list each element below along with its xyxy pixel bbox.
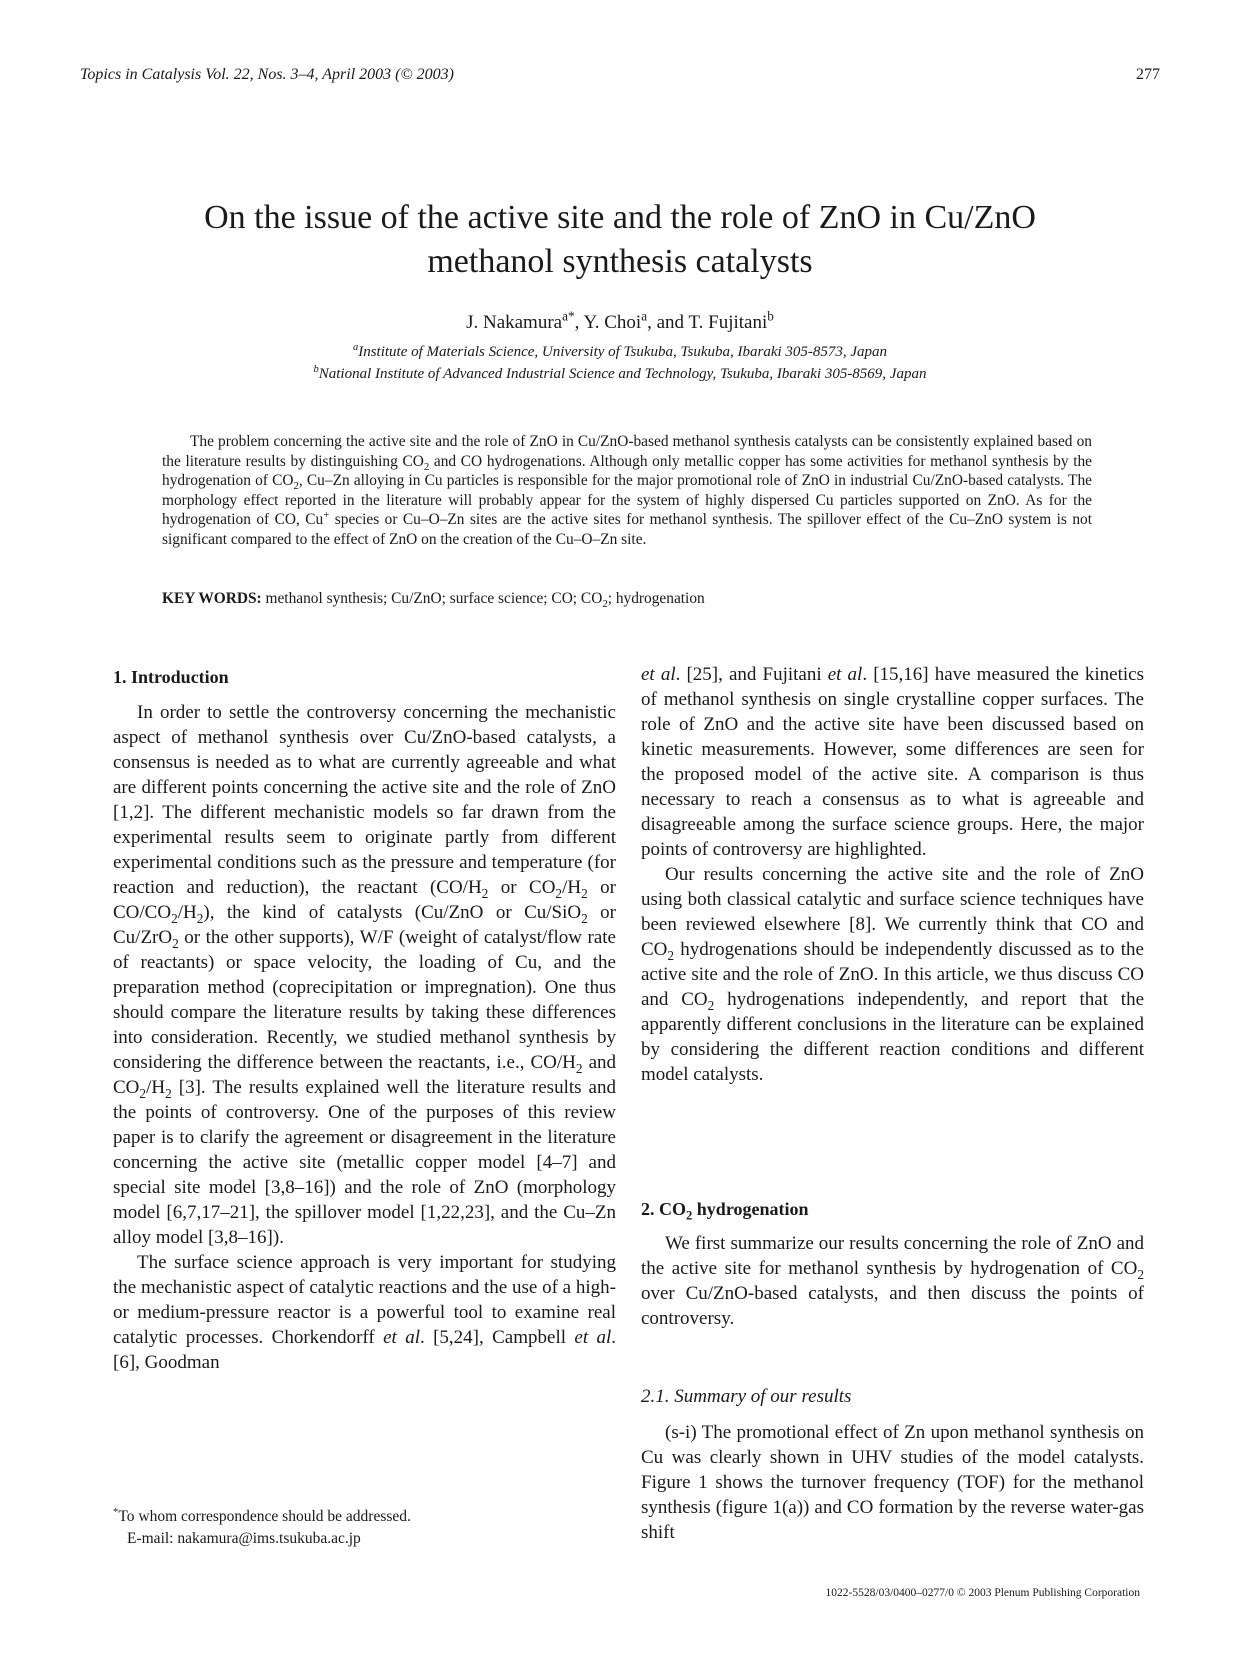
co2-paragraph-1 [641,1231,1144,1331]
author-mark: b [767,308,774,324]
author-name: , and T. Fujitani [647,312,768,333]
body-text: . [5,24], Campbell [419,1327,575,1348]
footnote-email: E-mail: nakamura@ims.tsukuba.ac.jp [127,1530,361,1547]
body-text: . [25], and Fujitani [675,664,828,685]
subscript: 2 [555,885,563,901]
affiliation-a [100,344,1140,361]
body-text: ), the kind of catalysts (Cu/ZnO or Cu/SiO [203,902,582,923]
footnote-text: To whom correspondence should be addressed. [118,1508,411,1525]
subscript: 2 [686,1208,693,1223]
keywords [162,590,1092,611]
subscript: 2 [581,910,588,926]
subscript: 2 [602,598,608,611]
footnote-mark: * [113,1505,119,1518]
keywords-text: ; hydrogenation [607,590,705,607]
abstract-text: The problem concerning the active site and the role of ZnO in Cu/ZnO-based methanol synthesis catalysts can be consistently explained based on the literature results by distinguishing CO [162,433,1092,470]
body-text: . [6], Goodman [113,1327,617,1373]
summary-paragraph [641,1420,1144,1545]
keywords-label: KEY WORDS: [162,590,262,607]
intro-paragraph-1 [113,700,616,1375]
author-mark: a* [562,308,575,324]
intro-continued [641,662,1144,1087]
et-al: et al [383,1327,420,1348]
subscript: 2 [481,885,489,901]
author-mark: a [641,308,648,324]
footnote [113,1506,411,1550]
et-al: et al [827,664,863,685]
author-list [100,308,1140,334]
page-number: 277 [1136,66,1160,83]
keywords-text: methanol synthesis; Cu/ZnO; surface science; CO; CO [261,590,603,607]
body-text: or CO/CO [113,877,616,923]
subscript: 2 [196,910,204,926]
subscript: 2 [1137,1266,1144,1282]
subscript: 2 [171,910,178,926]
body-text: over Cu/ZnO-based catalysts, and then discuss the points of controversy. [641,1283,1144,1329]
paper-title [100,196,1140,284]
heading-text: 2. CO [641,1199,686,1219]
subscript: 2 [667,947,675,963]
abstract-text: , Cu–Zn alloying in Cu particles is responsible for the major promotional role of ZnO in industrial Cu/ZnO-based catalysts. The morphology effect reported in the literature will probably appear for the system of highly dispersed Cu particles supported on ZnO. As for the hydrogenation of CO, Cu [162,472,1092,529]
affiliation-b [100,366,1140,383]
et-al: et al [641,664,676,685]
abstract [162,432,1092,550]
subscript: 2 [575,1060,583,1076]
subscript: 2 [139,1085,147,1101]
subscript: 2 [293,480,299,493]
section-heading-co2-hydrogenation [641,1197,1144,1222]
affiliation-text: National Institute of Advanced Industrial Science and Technology, Tsukuba, Ibaraki 305-8569, Japan [318,366,927,382]
subsection-heading-summary: 2.1. Summary of our results [641,1386,852,1407]
body-text: hydrogenations should be independently discussed as to the active site and the role of ZnO. In this article, we thus discuss CO and CO [641,939,1144,1010]
title-line-1: On the issue of the active site and the role of ZnO in Cu/ZnO [204,199,1036,236]
et-al: et al [574,1327,612,1348]
body-text: or Cu/ZrO [113,902,616,948]
subscript: 2 [581,885,588,901]
subscript: 2 [165,1085,172,1101]
body-text: The surface science approach is very important for studying the mechanistic aspect of catalytic reactions and the use of a high- or medium-pressure reactor is a powerful tool to examine real catalytic processes. Chorkendorff [113,1252,616,1348]
body-text: Our results concerning the active site and the role of ZnO using both classical catalytic and surface science techniques have been reviewed elsewhere [8]. We currently think that CO and CO [641,864,1144,960]
heading-text: hydrogenation [692,1199,809,1219]
body-text: (s-i) The promotional effect of Zn upon methanol synthesis on Cu was clearly shown in UHV studies of the model catalysts. Figure 1 shows the turnover frequency (TOF) for the methanol synthesis (figure 1(a)) and CO formation by the reverse water-gas shift [641,1422,1144,1543]
author-name: , Y. Choi [574,312,642,333]
body-text: [3]. The results explained well the literature results and the points of controversy. One of the purposes of this review paper is to clarify the agreement or disagreement in the literature concerning the active site (metallic copper model [4–7] and special site model [3,8–16]) and the role of ZnO (morphology model [6,7,17–21], the spillover model [1,22,23], and the Cu–Zn alloy model [3,8–16]). [113,1077,616,1248]
abstract-text: species or Cu–O–Zn sites are the active sites for methanol synthesis. The spillover effect of the Cu–ZnO system is not significant compared to the effect of ZnO on the creation of the Cu–O–Zn site. [162,511,1092,548]
body-text: . [15,16] have measured the kinetics of methanol synthesis on single crystalline copper surfaces. The role of ZnO and the active site have been discussed based on kinetic measurements. However, some differences are seen for the proposed model of the active site. A comparison is thus necessary to reach a consensus as to what is agreeable and disagreeable among the surface science groups. Here, the major points of controversy are highlighted. [641,664,1144,860]
section-heading-introduction: 1. Introduction [113,667,229,687]
affiliation-text: Institute of Materials Science, University of Tsukuba, Tsukuba, Ibaraki 305-8573, Japan [358,344,888,360]
subscript: 2 [172,935,179,951]
affiliation-mark: b [313,364,319,375]
body-text: hydrogenations independently, and report that the apparently different conclusions in the literature can be explained by considering the different reaction conditions and different model catalysts. [641,989,1144,1085]
body-text: We first summarize our results concerning the role of ZnO and the active site for methanol synthesis by hydrogenation of CO [641,1233,1144,1279]
body-text: In order to settle the controversy concerning the mechanistic aspect of methanol synthesis over Cu/ZnO-based catalysts, a consensus is needed as to what are currently agreeable and what are different points concerning the active site and the role of ZnO [1,2]. The different mechanistic models so far drawn from the experimental results seem to originate partly from different experimental conditions such as the pressure and temperature (for reaction and reduction), the reactant (CO/H [113,702,616,898]
title-line-2: methanol synthesis catalysts [427,243,813,280]
body-text: /H [146,1077,166,1098]
body-text: and CO [113,1052,616,1098]
body-text: /H [177,902,197,923]
running-header: Topics in Catalysis Vol. 22, Nos. 3–4, April 2003 (© 2003) [80,66,454,83]
copyright-line: 1022-5528/03/0400–0277/0 © 2003 Plenum Publishing Corporation [825,1587,1140,1599]
abstract-text: and CO hydrogenations. Although only metallic copper has some activities for methanol synthesis by the hydrogenation of CO [162,452,1093,490]
author-name: J. Nakamura [466,312,563,333]
subscript: 2 [707,997,715,1013]
subscript: 2 [423,460,430,473]
affiliation-mark: a [352,342,359,353]
superscript: + [323,509,330,522]
body-text: or CO [488,877,556,898]
body-text: or the other supports), W/F (weight of catalyst/flow rate of reactants) or space velocity, the loading of Cu, and the preparation method (coprecipitation or impregnation). One thus should compare the literature results by taking these differences into consideration. Recently, we studied methanol synthesis by considering the difference between the reactants, i.e., CO/H [113,927,616,1073]
body-text: /H [562,877,582,898]
